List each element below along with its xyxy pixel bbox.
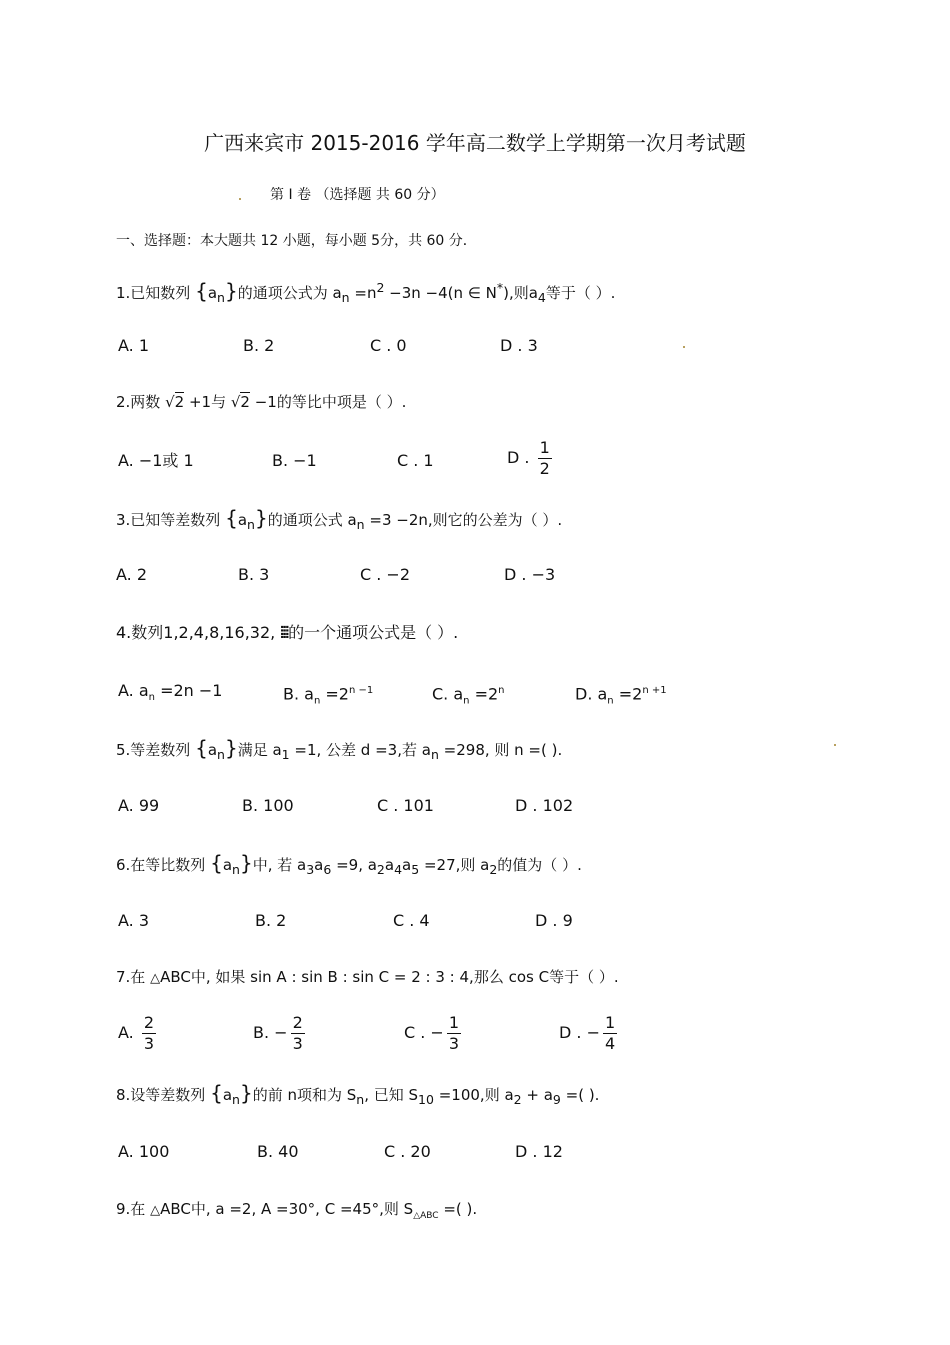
q6-option-b[interactable]: B. 2 <box>255 911 287 930</box>
question-3: 3.已知等差数列 $\{a_n\}$的通项公式 $a_n =3 -2n$,则它的公差为（ ）. <box>116 506 563 532</box>
q1-option-c[interactable]: C . 0 <box>370 336 407 355</box>
sqrt-icon: √ <box>230 393 241 411</box>
q1-option-d[interactable]: D . 3 <box>500 336 538 355</box>
question-5: 5.等差数列 $\{a_n\}$满足 $a_1 =1$, 公差 d =3,若 $a_n =298$, 则 n =( ). <box>116 736 563 762</box>
q1-option-a[interactable]: A. 1 <box>118 336 150 355</box>
q6-option-a[interactable]: A. 3 <box>118 911 150 930</box>
q6-option-c[interactable]: C . 4 <box>393 911 430 930</box>
q2-option-c[interactable]: C . 1 <box>397 451 434 470</box>
fraction: $\frac{2}{3}$ <box>143 1013 155 1053</box>
section-subtitle: 第 I 卷 （选择题 共 60 分） <box>270 187 445 203</box>
sqrt-icon: √ <box>165 393 175 411</box>
q2-option-b[interactable]: B. −1 <box>272 451 317 470</box>
q8-option-c[interactable]: C . 20 <box>384 1142 431 1161</box>
q1-seq: a <box>207 284 218 302</box>
q2-option-a[interactable]: A. −1或 1 <box>118 451 194 470</box>
q7-option-b[interactable]: B. − $\frac{2}{3}$ <box>253 1013 303 1053</box>
q5-option-d[interactable]: D . 102 <box>515 796 574 815</box>
q5-option-c[interactable]: C . 101 <box>377 796 434 815</box>
question-6: 6.在等比数列 $\{a_n\}$中, 若 $a_3a_6 =9$, $a_2a_4a_5 =27$,则 $a_2$的值为（ ）. <box>116 851 582 877</box>
q7-option-d[interactable]: D . − $\frac{1}{4}$ <box>559 1013 616 1053</box>
question-8: 8.设等差数列 $\{a_n\}$的前 n项和为 $S_n$, 已知 $S_{10} =100$,则 $a_2 + a_9$ =( ). <box>116 1081 600 1107</box>
q1-brace: { <box>195 279 208 303</box>
fraction: $\frac{1}{4}$ <box>604 1013 616 1053</box>
scan-speck <box>683 346 685 348</box>
q1-text: 1.已知数列 <box>116 284 196 302</box>
question-1: 1.已知数列 $\{a_n\}$的通项公式为 $a_n =n^2 -3n -4(n$ ∈ N*),则$a_4$等于（ ）. <box>116 279 616 305</box>
q4-option-c[interactable]: C. $a_n =2^n$ <box>432 684 505 707</box>
section-instructions: 一、选择题：本大题共 12 小题，每小题 5分，共 60 分． <box>116 233 477 249</box>
q6-option-d[interactable]: D . 9 <box>535 911 573 930</box>
q3-option-d[interactable]: D . −3 <box>504 565 556 584</box>
scan-speck <box>834 744 836 746</box>
q2-option-d[interactable]: D . $\frac{1}{2}$ <box>507 438 550 478</box>
q4-option-a[interactable]: A. $a_n =2n -1$ <box>118 681 223 704</box>
triangle-icon: △ <box>150 1203 161 1218</box>
q8-option-b[interactable]: B. 40 <box>257 1142 299 1161</box>
triangle-icon: △ <box>150 971 161 986</box>
q3-option-c[interactable]: C . −2 <box>360 565 411 584</box>
question-9: 9.在 △ABC中, a =2, A =30°, C =45°,则 $S_{\triangle ABC}$ =( ). <box>116 1200 478 1221</box>
fraction: $\frac{2}{3}$ <box>292 1013 303 1053</box>
q8-option-d[interactable]: D . 12 <box>515 1142 563 1161</box>
question-4: 4.数列1,2,4,8,16,32, ⦙⦙⦙的一个通项公式是（ ）. <box>116 623 459 642</box>
q1-sub: n <box>217 290 225 305</box>
q4-option-d[interactable]: D. $a_n =2^{n +1}$ <box>575 684 667 707</box>
q4-option-b[interactable]: B. $a_n =2^{n -1}$ <box>283 684 374 707</box>
q3-option-a[interactable]: A. 2 <box>116 565 148 584</box>
fraction: $\frac{1}{2}$ <box>539 438 550 478</box>
page-title: 广西来宾市 2015-2016 学年高二数学上学期第一次月考试题 <box>204 131 746 155</box>
ellipsis-icon: ⦙⦙⦙ <box>280 623 289 642</box>
question-2: 2.两数 √2 +1与 √2 −1的等比中项是（ ）. <box>116 393 407 411</box>
q7-option-c[interactable]: C . − $\frac{1}{3}$ <box>404 1013 460 1053</box>
q7-option-a[interactable]: A. $\frac{2}{3}$ <box>118 1013 155 1053</box>
question-7: 7.在 △ABC中, 如果 sin A : sin B : sin C = 2 : 3 : 4,那么 cos C等于（ ）. <box>116 968 619 986</box>
fraction: $\frac{1}{3}$ <box>448 1013 460 1053</box>
scan-speck <box>239 198 241 200</box>
q8-option-a[interactable]: A. 100 <box>118 1142 170 1161</box>
q1-option-b[interactable]: B. 2 <box>243 336 275 355</box>
q5-option-a[interactable]: A. 99 <box>118 796 160 815</box>
q5-option-b[interactable]: B. 100 <box>242 796 294 815</box>
q3-option-b[interactable]: B. 3 <box>238 565 270 584</box>
